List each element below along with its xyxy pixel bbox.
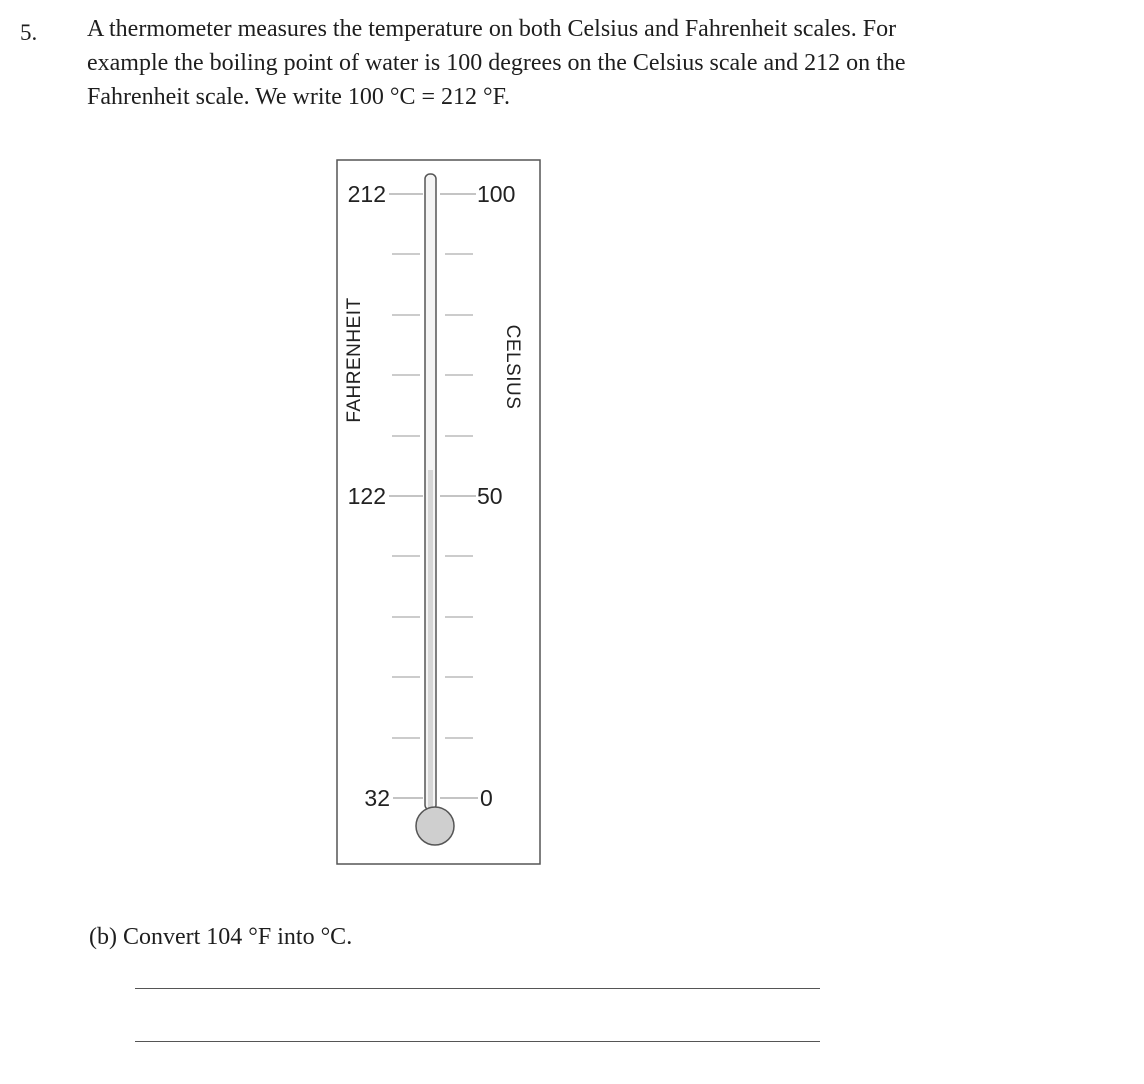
question-line-1: A thermometer measures the temperature on both Celsius and Fahrenheit scales. For (87, 16, 897, 42)
question-line-3: Fahrenheit scale. We write 100 °C = 212 °F. (87, 84, 511, 110)
thermometer-mercury (428, 470, 433, 815)
celsius-label-0: 0 (480, 785, 493, 811)
celsius-label-100: 100 (477, 181, 516, 207)
fahrenheit-label-32: 32 (364, 785, 390, 811)
fahrenheit-label-212: 212 (347, 181, 386, 207)
part-b-question: (b) Convert 104 °F into °C. (89, 924, 353, 950)
question-number: 5. (20, 20, 38, 45)
fahrenheit-title: FAHRENHEIT (344, 297, 365, 423)
celsius-title: CELSIUS (502, 324, 523, 410)
celsius-label-50: 50 (477, 483, 503, 509)
answer-line-2[interactable] (135, 1041, 820, 1042)
fahrenheit-label-122: 122 (347, 483, 386, 509)
answer-line-1[interactable] (135, 988, 820, 989)
question-line-2: example the boiling point of water is 100 degrees on the Celsius scale and 212 on the (87, 50, 906, 76)
thermometer-bulb (416, 807, 454, 845)
thermometer-frame (337, 160, 540, 864)
